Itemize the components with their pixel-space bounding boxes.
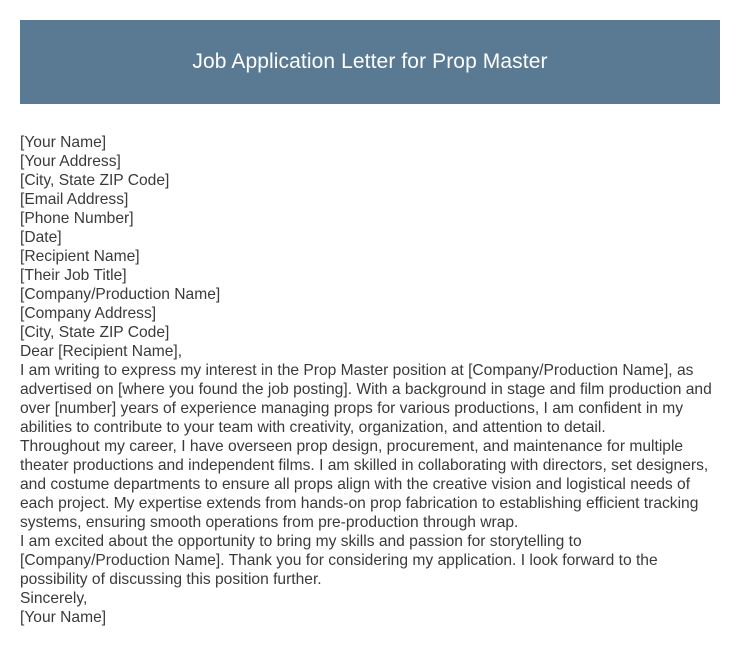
sender-email: [Email Address] [20, 191, 129, 208]
page-title: Job Application Letter for Prop Master [192, 50, 548, 73]
signature: [Your Name] [20, 609, 107, 626]
paragraph-intro: I am writing to express my interest in the Prop Master position at [Company/Production Name], as advertised on [where you found the job posting]. With a background in stage and film production and over [number] years of experience managing props for various productions, I am confident in my abilities to contribute to your team with creativity, organization, and attention to detail. [20, 362, 712, 436]
recipient-city-state-zip: [City, State ZIP Code] [20, 324, 170, 341]
recipient-job-title: [Their Job Title] [20, 267, 127, 284]
recipient-address: [Company Address] [20, 305, 157, 322]
recipient-company: [Company/Production Name] [20, 286, 221, 303]
paragraph-closing: I am excited about the opportunity to bring my skills and passion for storytelling to [Company/Production Name]. Thank you for considering my application. I look forward to the possibility of discussing this position further. [20, 533, 658, 588]
sender-city-state-zip: [City, State ZIP Code] [20, 172, 170, 189]
sender-name: [Your Name] [20, 134, 107, 151]
paragraph-experience: Throughout my career, I have overseen prop design, procurement, and maintenance for multiple theater productions and independent films. I am skilled in collaborating with directors, set designers, and costume departments to ensure all props align with the creative vision and logistical needs of each project. My expertise extends from hands-on prop fabrication to establishing efficient tracking systems, ensuring smooth operations from pre-production through wrap. [20, 438, 709, 531]
closing: Sincerely, [20, 590, 88, 607]
salutation: Dear [Recipient Name], [20, 343, 183, 360]
letter-header [20, 20, 720, 104]
letter-date: [Date] [20, 229, 62, 246]
sender-phone: [Phone Number] [20, 210, 134, 227]
letter-body [20, 133, 720, 627]
sender-address: [Your Address] [20, 153, 121, 170]
recipient-name: [Recipient Name] [20, 248, 140, 265]
